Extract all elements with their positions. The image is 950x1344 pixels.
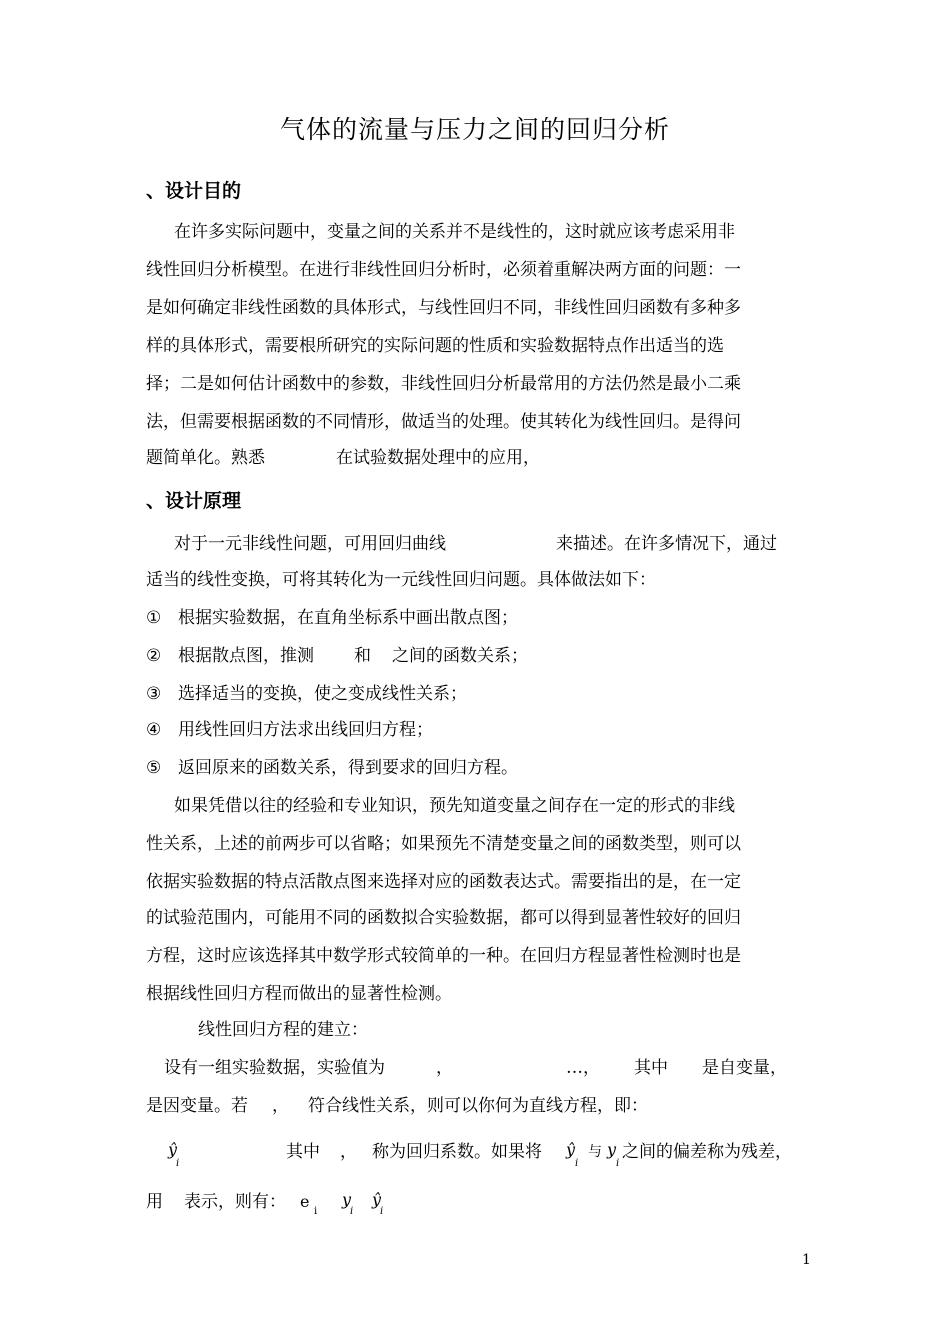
paragraph-fragment: 是自变量， (702, 1058, 787, 1078)
paragraph-line: 是如何确定非线性函数的具体形式，与线性回归不同，非线性回归函数有多种多 (146, 298, 741, 318)
step-number: ② (146, 646, 162, 666)
paragraph-fragment: 与 (588, 1144, 602, 1160)
paragraph-fragment: …， (566, 1058, 600, 1078)
page-number: 1 (802, 1252, 811, 1268)
step-text: 选择适当的变换，使之变成线性关系； (178, 684, 467, 704)
paragraph-line: 依据实验数据的特点活散点图来选择对应的函数表达式。需要指出的是，在一定 (146, 872, 741, 892)
paragraph-fragment: ， (340, 1142, 357, 1162)
paragraph-fragment: 用 (146, 1192, 163, 1212)
paragraph-line: 对于一元非线性问题，可用回归曲线 (174, 534, 446, 554)
e-symbol: e (300, 1192, 310, 1211)
section-heading-principle: 、设计原理 (146, 490, 242, 512)
paragraph-line: 样的具体形式，需要根所研究的实际问题的性质和实验数据特点作出适当的选 (146, 336, 724, 356)
step-text: 根据散点图，推测 (178, 646, 314, 666)
paragraph-fragment: 表示，则有： (184, 1192, 286, 1212)
subscript-i: i (176, 1158, 180, 1169)
paragraph-fragment: ， (436, 1058, 453, 1078)
paragraph-line: 如果凭借以往的经验和专业知识，预先知道变量之间存在一定的形式的非线 (174, 796, 735, 816)
paragraph-line: 适当的线性变换，可将其转化为一元线性回归问题。具体做法如下： (146, 570, 656, 590)
step-number: ① (146, 608, 162, 628)
paragraph-fragment: ， (272, 1096, 289, 1116)
paragraph-line: 来描述。在许多情况下，通过 (556, 534, 777, 554)
paragraph-line: 题简单化。熟悉 (146, 448, 265, 468)
subheading-linear-regression: 线性回归方程的建立： (198, 1020, 368, 1040)
paragraph-line: 性关系，上述的前两步可以省略；如果预先不清楚变量之间的函数类型，则可以 (146, 834, 741, 854)
subscript-i: i (380, 1206, 384, 1217)
paragraph-fragment: 符合线性关系，则可以你何为直线方程，即： (308, 1096, 648, 1116)
step-text: 根据实验数据，在直角坐标系中画出散点图； (178, 608, 518, 628)
paragraph-line: 线性回归分析模型。在进行非线性回归分析时，必须着重解决两方面的问题：一 (146, 260, 741, 280)
step-number: ⑤ (146, 758, 162, 778)
subscript-i: i (616, 1158, 620, 1169)
page-title: 气体的流量与压力之间的回归分析 (279, 115, 670, 144)
paragraph-line: 在试验数据处理中的应用， (336, 448, 540, 468)
paragraph-fragment: 其中 (286, 1142, 320, 1162)
step-text: 之间的函数关系； (392, 646, 528, 666)
paragraph-fragment: 是因变量。若 (146, 1096, 248, 1116)
step-text: 返回原来的函数关系，得到要求的回归方程。 (178, 758, 518, 778)
subscript-i: i (350, 1206, 354, 1217)
paragraph-fragment: 设有一组实验数据，实验值为 (164, 1058, 385, 1078)
paragraph-line: 择；二是如何估计函数中的参数，非线性回归分析最常用的方法仍然是最小二乘 (146, 374, 741, 394)
paragraph-fragment: 其中 (634, 1058, 668, 1078)
step-text: 和 (354, 646, 371, 666)
step-number: ④ (146, 720, 162, 740)
paragraph-line: 根据线性回归方程而做出的显著性检测。 (146, 984, 452, 1004)
subscript-i: i (575, 1158, 579, 1169)
y-symbol: y (342, 1190, 352, 1209)
yhat-symbol: ŷ (372, 1190, 382, 1209)
yhat-symbol: ŷ (566, 1140, 576, 1159)
section-heading-purpose: 、设计目的 (146, 180, 242, 202)
y-symbol: y (607, 1140, 617, 1159)
paragraph-line: 在许多实际问题中，变量之间的关系并不是线性的，这时就应该考虑采用非 (174, 222, 735, 242)
yhat-symbol: ŷ (168, 1140, 178, 1159)
paragraph-fragment: 之间的偏差称为残差， (622, 1142, 792, 1162)
paragraph-line: 的试验范围内，可能用不同的函数拟合实验数据，都可以得到显著性较好的回归 (146, 908, 741, 928)
step-text: 用线性回归方法求出线回归方程； (178, 720, 433, 740)
paragraph-line: 方程，这时应该选择其中数学形式较简单的一种。在回归方程显著性检测时也是 (146, 946, 741, 966)
step-number: ③ (146, 684, 162, 704)
paragraph-fragment: 称为回归系数。如果将 (372, 1142, 542, 1162)
subscript-i: i (314, 1206, 318, 1217)
paragraph-line: 法，但需要根据函数的不同情形，做适当的处理。使其转化为线性回归。是得问 (146, 412, 741, 432)
